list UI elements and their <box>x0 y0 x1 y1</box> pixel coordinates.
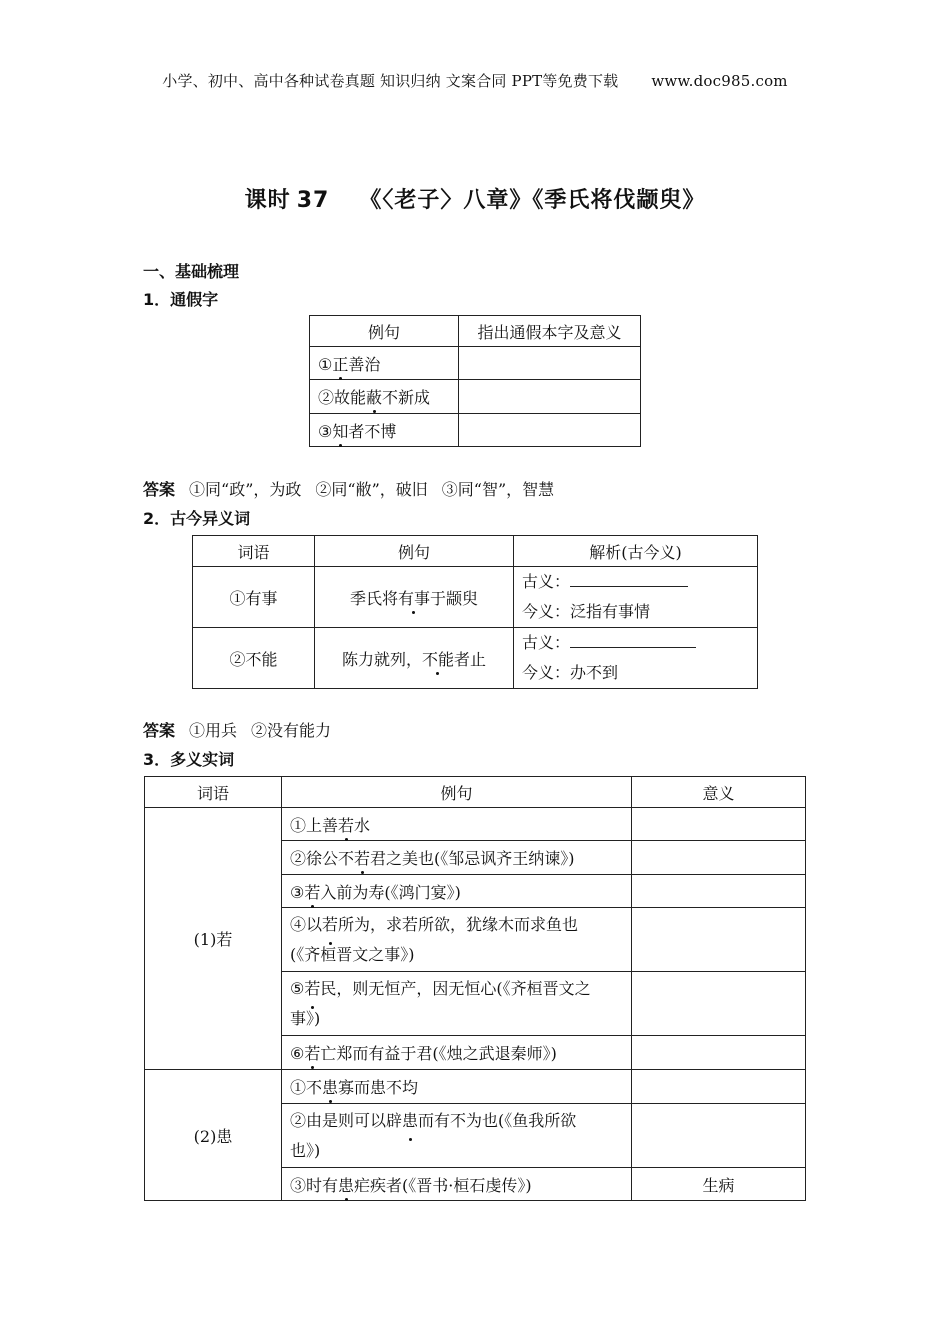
column-header: 解析(古今义) <box>514 536 758 567</box>
duoyi-table <box>144 776 806 1201</box>
example-cell: ④以若所为，求若所欲，犹缘木而求鱼也 (《齐桓晋文之事》) <box>282 908 632 972</box>
meaning-cell: 生病 <box>632 1168 806 1201</box>
part1-answer <box>143 477 568 500</box>
example-cell: ③时有患疟疾者(《晋书·桓石虔传》) <box>282 1168 632 1201</box>
column-header: 例句 <box>282 777 632 808</box>
meaning-cell <box>632 972 806 1036</box>
meaning-cell <box>632 875 806 908</box>
answer-item: ③同“智”，智慧 <box>441 480 555 499</box>
table-row <box>145 808 806 841</box>
example-cell: ②故能蔽不新成 <box>310 380 459 414</box>
answer-cell <box>459 414 641 447</box>
header-site: www.doc985.com <box>651 72 788 90</box>
column-header: 指出通假本字及意义 <box>459 316 641 347</box>
title-lesson: 课时 <box>244 188 291 213</box>
table-row <box>310 347 641 380</box>
header-text: 小学、初中、高中各种试卷真题 知识归纳 文案合同 PPT等免费下载 <box>162 72 619 90</box>
column-header: 词语 <box>145 777 282 808</box>
fill-blank <box>570 572 688 587</box>
page-header <box>0 70 950 91</box>
meaning-cell <box>632 808 806 841</box>
table-row <box>193 628 758 689</box>
word-cell: ①有事 <box>193 567 315 628</box>
answer-item: ①同“政”，为政 <box>189 480 302 499</box>
meaning-cell <box>632 1104 806 1168</box>
example-cell: ⑥若亡郑而有益于君(《烛之武退秦师》) <box>282 1036 632 1070</box>
title-number: 37 <box>296 188 330 213</box>
part2-answer <box>143 718 345 741</box>
example-cell: ②徐公不若君之美也(《邹忌讽齐王纳谏》) <box>282 841 632 875</box>
column-header: 词语 <box>193 536 315 567</box>
meaning-cell <box>632 908 806 972</box>
example-cell: ⑤若民，则无恒产，因无恒心(《齐桓晋文之 事》) <box>282 972 632 1036</box>
analysis-cell: 古义： 今义：泛指有事情 <box>514 567 758 628</box>
meaning-cell <box>632 1070 806 1104</box>
analysis-cell: 古义： 今义：办不到 <box>514 628 758 689</box>
title-name: 《〈老子〉八章》《季氏将伐颛臾》 <box>359 188 706 213</box>
example-cell: ①上善若水 <box>282 808 632 841</box>
word-cell: (2)患 <box>145 1070 282 1201</box>
table-row <box>310 380 641 414</box>
example-cell: ①正善治 <box>310 347 459 380</box>
part2-heading: 2．古今异义词 <box>143 509 251 528</box>
part1-heading: 1．通假字 <box>143 290 219 309</box>
answer-item: ②同“敝”，破旧 <box>315 480 428 499</box>
answer-label: 答案 <box>143 480 176 499</box>
section-heading: 一、基础梳理 <box>143 262 240 281</box>
example-cell: ③若入前为寿(《鸿门宴》) <box>282 875 632 908</box>
answer-cell <box>459 347 641 380</box>
answer-item: ①用兵 <box>189 721 238 740</box>
meaning-cell <box>632 841 806 875</box>
part3-heading: 3．多义实词 <box>143 750 235 769</box>
example-cell: ①不患寡而患不均 <box>282 1070 632 1104</box>
table-row <box>310 414 641 447</box>
word-cell: (1)若 <box>145 808 282 1070</box>
word-cell: ②不能 <box>193 628 315 689</box>
page-title <box>0 183 950 214</box>
tongjia-table <box>309 315 641 447</box>
example-cell: ②由是则可以辟患而有不为也(《鱼我所欲 也》) <box>282 1104 632 1168</box>
column-header: 例句 <box>310 316 459 347</box>
table-row <box>145 1070 806 1104</box>
fill-blank <box>570 633 696 648</box>
column-header: 例句 <box>315 536 514 567</box>
gujin-table <box>192 535 758 689</box>
table-row <box>193 567 758 628</box>
example-cell: 季氏将有事于颛臾 <box>315 567 514 628</box>
answer-item: ②没有能力 <box>251 721 332 740</box>
example-cell: 陈力就列，不能者止 <box>315 628 514 689</box>
answer-cell <box>459 380 641 414</box>
meaning-cell <box>632 1036 806 1070</box>
answer-label: 答案 <box>143 721 176 740</box>
column-header: 意义 <box>632 777 806 808</box>
example-cell: ③知者不博 <box>310 414 459 447</box>
